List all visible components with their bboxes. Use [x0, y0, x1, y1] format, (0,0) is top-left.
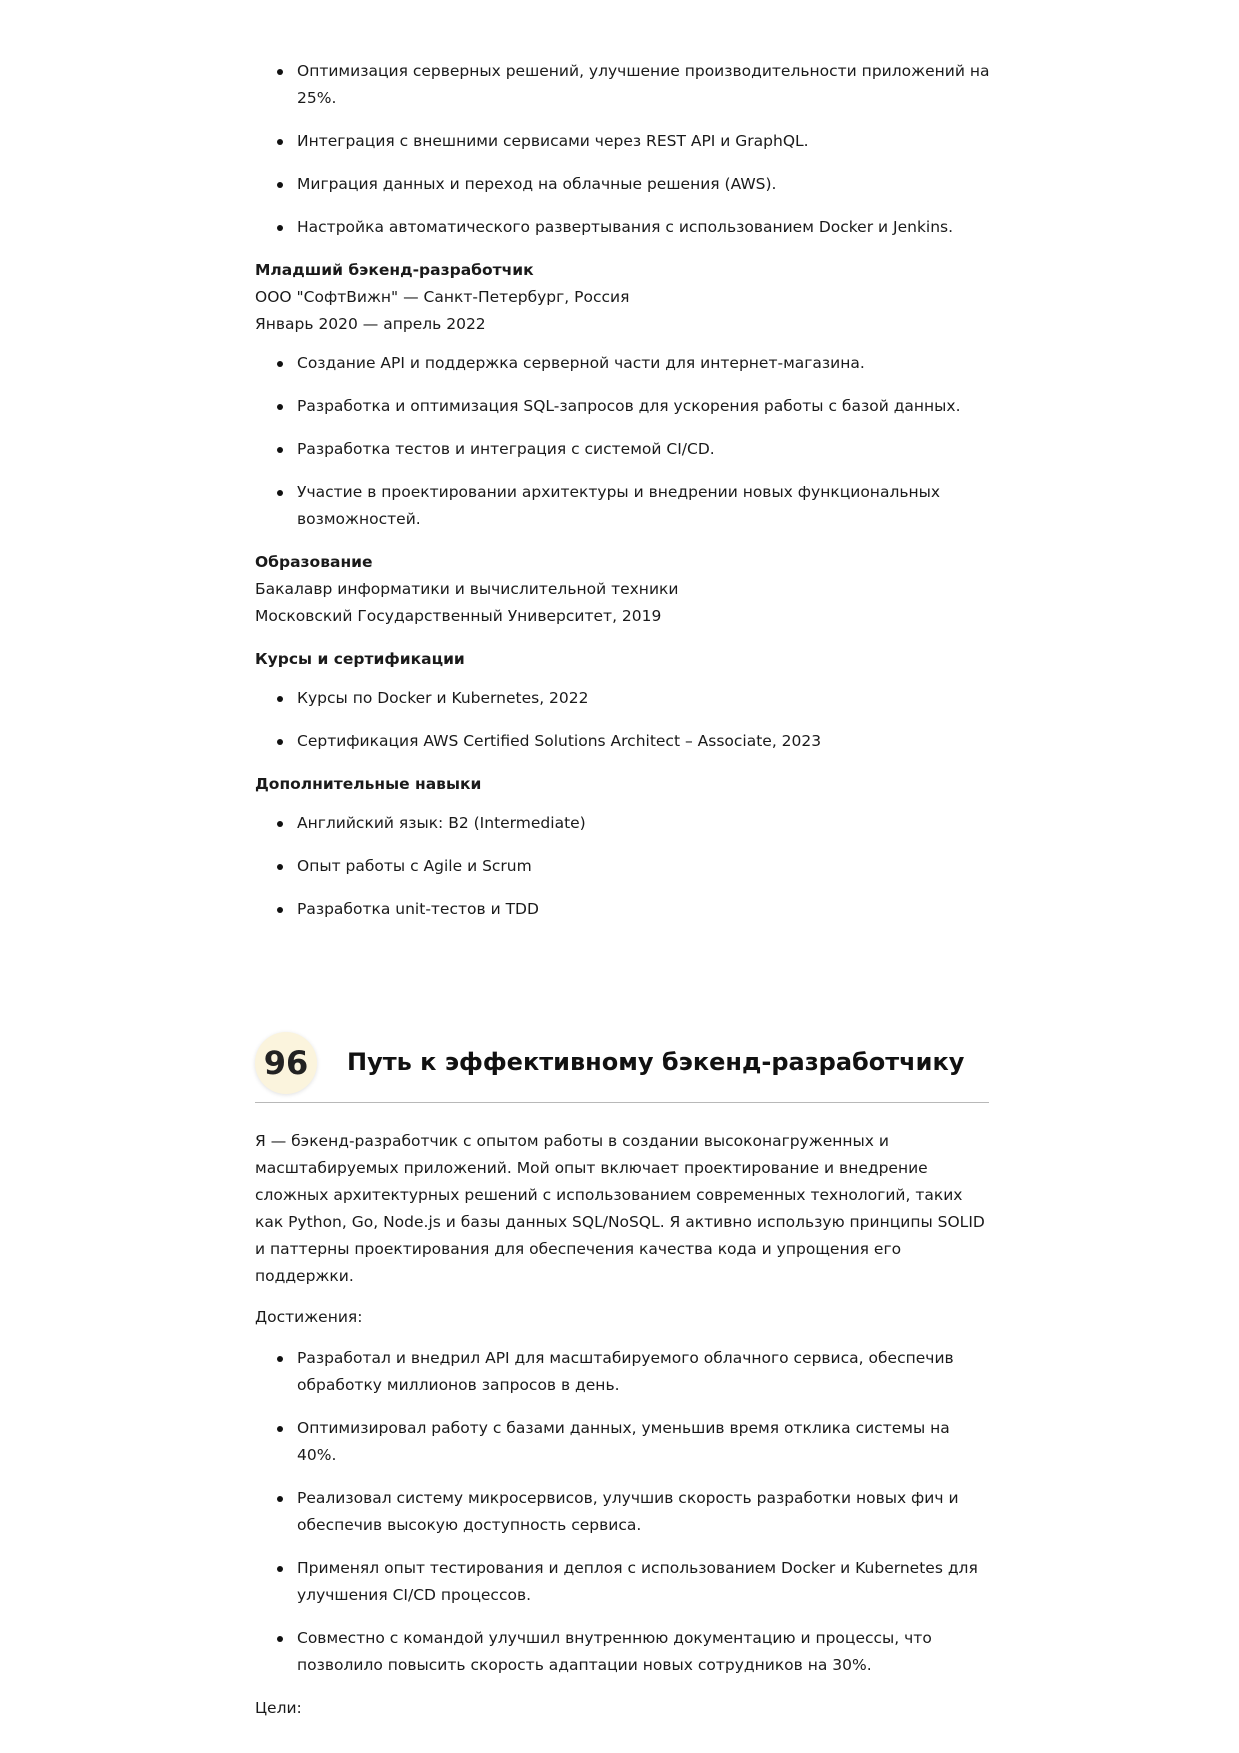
- education-title: Образование: [255, 553, 373, 571]
- achievements-list: [255, 1345, 990, 1679]
- list-item: Разработка тестов и интеграция с системой CI/CD.: [297, 436, 990, 463]
- list-item: Настройка автоматического развертывания с использованием Docker и Jenkins.: [297, 214, 990, 241]
- job1-bullet-list: [255, 58, 990, 241]
- list-item: Курсы по Docker и Kubernetes, 2022: [297, 685, 990, 712]
- resume-continuation: [255, 58, 990, 939]
- skills-title: Дополнительные навыки: [255, 775, 482, 793]
- goals-label: Цели:: [255, 1699, 302, 1717]
- courses-list: [255, 685, 990, 755]
- skills-list: [255, 810, 990, 923]
- list-item: Английский язык: B2 (Intermediate): [297, 810, 990, 837]
- list-item: Разработка unit-тестов и TDD: [297, 896, 990, 923]
- courses-title: Курсы и сертификации: [255, 650, 465, 668]
- list-item: Совместно с командой улучшил внутреннюю документацию и процессы, что позволило повысить скорость адаптации новых сотрудников на 30%.: [297, 1625, 990, 1679]
- list-item: Применял опыт тестирования и деплоя с использованием Docker и Kubernetes для улучшения CI/CD процессов.: [297, 1555, 990, 1609]
- list-item: Оптимизировал работу с базами данных, уменьшив время отклика системы на 40%.: [297, 1415, 990, 1469]
- chapter-body: [255, 1128, 990, 1736]
- chapter-number-badge: 96: [255, 1032, 317, 1094]
- chapter-header: [255, 1030, 989, 1103]
- list-item: Участие в проектировании архитектуры и внедрении новых функциональных возможностей.: [297, 479, 990, 533]
- education-university: Московский Государственный Университет, 2019: [255, 607, 662, 625]
- list-item: Разработал и внедрил API для масштабируемого облачного сервиса, обеспечив обработку миллионов запросов в день.: [297, 1345, 990, 1399]
- list-item: Разработка и оптимизация SQL-запросов для ускорения работы с базой данных.: [297, 393, 990, 420]
- list-item: Миграция данных и переход на облачные решения (AWS).: [297, 171, 990, 198]
- job2-company: ООО "СофтВижн" — Санкт-Петербург, Россия: [255, 288, 630, 306]
- education-degree: Бакалавр информатики и вычислительной техники: [255, 580, 679, 598]
- list-item: Интеграция с внешними сервисами через REST API и GraphQL.: [297, 128, 990, 155]
- job2-bullet-list: [255, 350, 990, 533]
- job2-title: Младший бэкенд-разработчик: [255, 261, 534, 279]
- list-item: Создание API и поддержка серверной части для интернет-магазина.: [297, 350, 990, 377]
- chapter-title: Путь к эффективному бэкенд-разработчику: [347, 1048, 965, 1076]
- chapter-intro: Я — бэкенд-разработчик с опытом работы в создании высоконагруженных и масштабируемых приложений. Мой опыт включает проектирование и внедрение сложных архитектурных решений с использованием современных технологий, таких как Python, Go, Node.js и базы данных SQL/NoSQL. Я активно использую принципы SOLID и паттерны проектирования для обеспечения качества кода и упрощения его поддержки.: [255, 1132, 985, 1285]
- achievements-label: Достижения:: [255, 1308, 363, 1326]
- list-item: Сертификация AWS Certified Solutions Architect – Associate, 2023: [297, 728, 990, 755]
- list-item: Реализовал систему микросервисов, улучшив скорость разработки новых фич и обеспечив высокую доступность сервиса.: [297, 1485, 990, 1539]
- job2-period: Январь 2020 — апрель 2022: [255, 315, 486, 333]
- list-item: Опыт работы с Agile и Scrum: [297, 853, 990, 880]
- list-item: Оптимизация серверных решений, улучшение производительности приложений на 25%.: [297, 58, 990, 112]
